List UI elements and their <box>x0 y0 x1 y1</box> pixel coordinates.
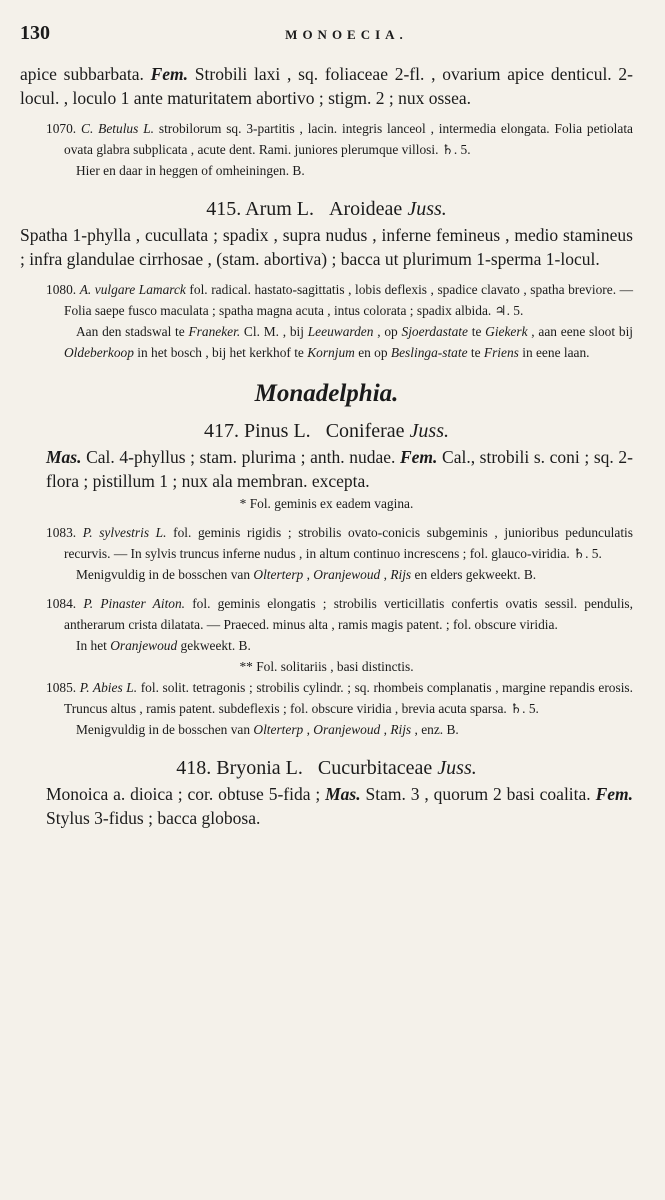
genus-title: 417. Pinus L. <box>204 420 311 442</box>
species-1084 <box>20 593 633 635</box>
fem-label: Fem. <box>399 447 438 467</box>
locality: Olterterp <box>253 722 304 737</box>
note-text: gekweekt. B. <box>177 638 251 653</box>
locality: Beslinga-state <box>390 345 468 360</box>
family-author: Juss. <box>409 420 449 442</box>
locality: Oranjewoud <box>313 567 381 582</box>
species-1083 <box>20 522 633 564</box>
species-name: C. Betulus L. <box>81 121 154 136</box>
species-description: fol. solit. tetragonis ; strobilis cylindr. ; sq. rhombeis complanatis , margine repandis erosis. Truncus altus , ramis patent. subdeflexis ; fol. obscure viridia , brevia acuta sparsa. ♄. 5. <box>64 680 633 716</box>
note-text: in eene laan. <box>518 345 590 360</box>
subsection-heading: * Fol. geminis ex eadem vagina. <box>239 496 414 511</box>
locality: Oranjewoud <box>110 638 178 653</box>
family-name: Coniferae <box>325 420 405 442</box>
genus-418-description <box>20 782 633 830</box>
species-1084-note <box>20 635 633 656</box>
note-text: en elders gekweekt. B. <box>411 567 537 582</box>
species-number: 1070. <box>46 121 77 136</box>
species-number: 1084. <box>46 596 77 611</box>
species-description: fol. geminis rigidis ; strobilis ovato-conicis subgeminis , junioribus pedunculatis recurvis. — In sylvis truncus inferne nudus , in altum continuo increscens ; fol. glauco-viridia. ♄. 5. <box>64 525 633 561</box>
subsection-heading: ** Fol. solitariis , basi distinctis. <box>239 659 414 674</box>
species-description: strobilorum sq. 3-partitis , lacin. integris lanceol , intermedia elongata. Folia petiolata ovata glabra subplicata , acute dent. Rami. juniores plerumque villosi. ♄. 5. <box>64 121 633 157</box>
class-heading: Monadelphia. <box>254 380 399 407</box>
species-name: P. Pinaster Aiton. <box>83 596 186 611</box>
species-number: 1085. <box>46 680 77 695</box>
family-author: Juss. <box>437 757 477 779</box>
species-description: fol. radical. hastato-sagittatis , lobis deflexis , spadice clavato , spatha breviore. — Folia saepe fusco maculata ; spatha magna acuta , intus colorata ; spadix albida. ♃. 5. <box>64 282 633 318</box>
note-text: Cl. M. , bij <box>240 324 308 339</box>
genus-417-description <box>20 445 633 493</box>
locality: Kornjum <box>307 345 355 360</box>
locality: Olterterp <box>253 567 304 582</box>
intro-text-1: apice subbarbata. <box>20 64 151 84</box>
locality: Rijs <box>390 722 412 737</box>
species-1085-note <box>20 719 633 740</box>
note-text: te <box>467 345 484 360</box>
note-text: , <box>380 567 391 582</box>
species-1070-note: Hier en daar in heggen of omheiningen. B. <box>76 163 305 178</box>
genus-text: Cal., strobili s. coni ; sq. 2-flora ; pistillum 1 ; nux ala membran. excepta. <box>46 447 633 491</box>
note-text: , aan eene sloot bij <box>527 324 634 339</box>
fem-label: Fem. <box>595 784 633 804</box>
note-text: Menigvuldig in de bosschen van <box>76 722 254 737</box>
genus-418-heading <box>20 754 633 782</box>
genus-title: 418. Bryonia L. <box>176 757 303 779</box>
locality: Franeker. <box>188 324 241 339</box>
genus-text: Monoica a. dioica ; cor. obtuse 5-fida ; <box>46 784 326 804</box>
intro-text-2: Strobili laxi , sq. foliaceae 2-fl. , ovarium apice denticul. 2-locul. , loculo 1 ante maturitatem abortivo ; stigm. 2 ; nux ossea. <box>20 64 634 108</box>
page-number: 130 <box>20 22 50 44</box>
species-1083-note <box>20 564 633 585</box>
note-text: te <box>467 324 486 339</box>
genus-title: 415. Arum L. <box>206 198 315 220</box>
family-author: Juss. <box>407 198 447 220</box>
note-text: , <box>303 567 314 582</box>
mas-label: Mas. <box>325 784 361 804</box>
species-1085 <box>20 677 633 719</box>
fem-label: Fem. <box>150 64 189 84</box>
note-text: in het bosch , bij het kerkhof te <box>133 345 308 360</box>
species-1080-note <box>20 321 633 363</box>
species-number: 1080. <box>46 282 77 297</box>
mas-label: Mas. <box>46 447 82 467</box>
species-1070 <box>20 118 633 160</box>
note-text: , <box>303 722 314 737</box>
species-description: fol. geminis elongatis ; strobilis verticillatis confertis ovatis sessil. pendulis, antherarum crista dilatata. — Praeced. minus alta , ramis magis patent. ; fol. obscure viridia. <box>64 596 633 632</box>
family-name: Aroideae <box>329 198 403 220</box>
locality: Friens <box>483 345 519 360</box>
locality: Oldeberkoop <box>64 345 134 360</box>
intro-paragraph <box>20 62 633 110</box>
note-text: , <box>380 722 391 737</box>
species-number: 1083. <box>46 525 77 540</box>
locality: Rijs <box>390 567 412 582</box>
note-text: , op <box>373 324 402 339</box>
note-text: Menigvuldig in de bosschen van <box>76 567 254 582</box>
species-name: A. vulgare Lamarck <box>79 282 186 297</box>
species-1080 <box>20 279 633 321</box>
note-text: Aan den stadswal te <box>76 324 189 339</box>
locality: Oranjewoud <box>313 722 381 737</box>
page-header <box>20 22 633 62</box>
note-text: en op <box>354 345 391 360</box>
running-head: MONOECIA. <box>285 27 408 42</box>
note-text: , enz. B. <box>411 722 459 737</box>
locality: Giekerk <box>485 324 528 339</box>
note-text: In het <box>76 638 111 653</box>
genus-415-description: Spatha 1-phylla , cucullata ; spadix , supra nudus , inferne femineus , medio stamineus ; infra glandulae cirrhosae , (stam. abortiva) ; bacca ut plurimum 1-sperma 1-locul. <box>20 225 633 269</box>
genus-415-heading <box>20 195 633 223</box>
species-name: P. sylvestris L. <box>82 525 167 540</box>
genus-text: Stylus 3-fidus ; bacca globosa. <box>46 808 261 828</box>
locality: Leeuwarden <box>307 324 374 339</box>
genus-text: Cal. 4-phyllus ; stam. plurima ; anth. nudae. <box>81 447 400 467</box>
family-name: Cucurbitaceae <box>317 757 433 779</box>
species-name: P. Abies L. <box>79 680 138 695</box>
locality: Sjoerdastate <box>401 324 468 339</box>
genus-text: Stam. 3 , quorum 2 basi coalita. <box>360 784 596 804</box>
genus-417-heading <box>20 417 633 445</box>
